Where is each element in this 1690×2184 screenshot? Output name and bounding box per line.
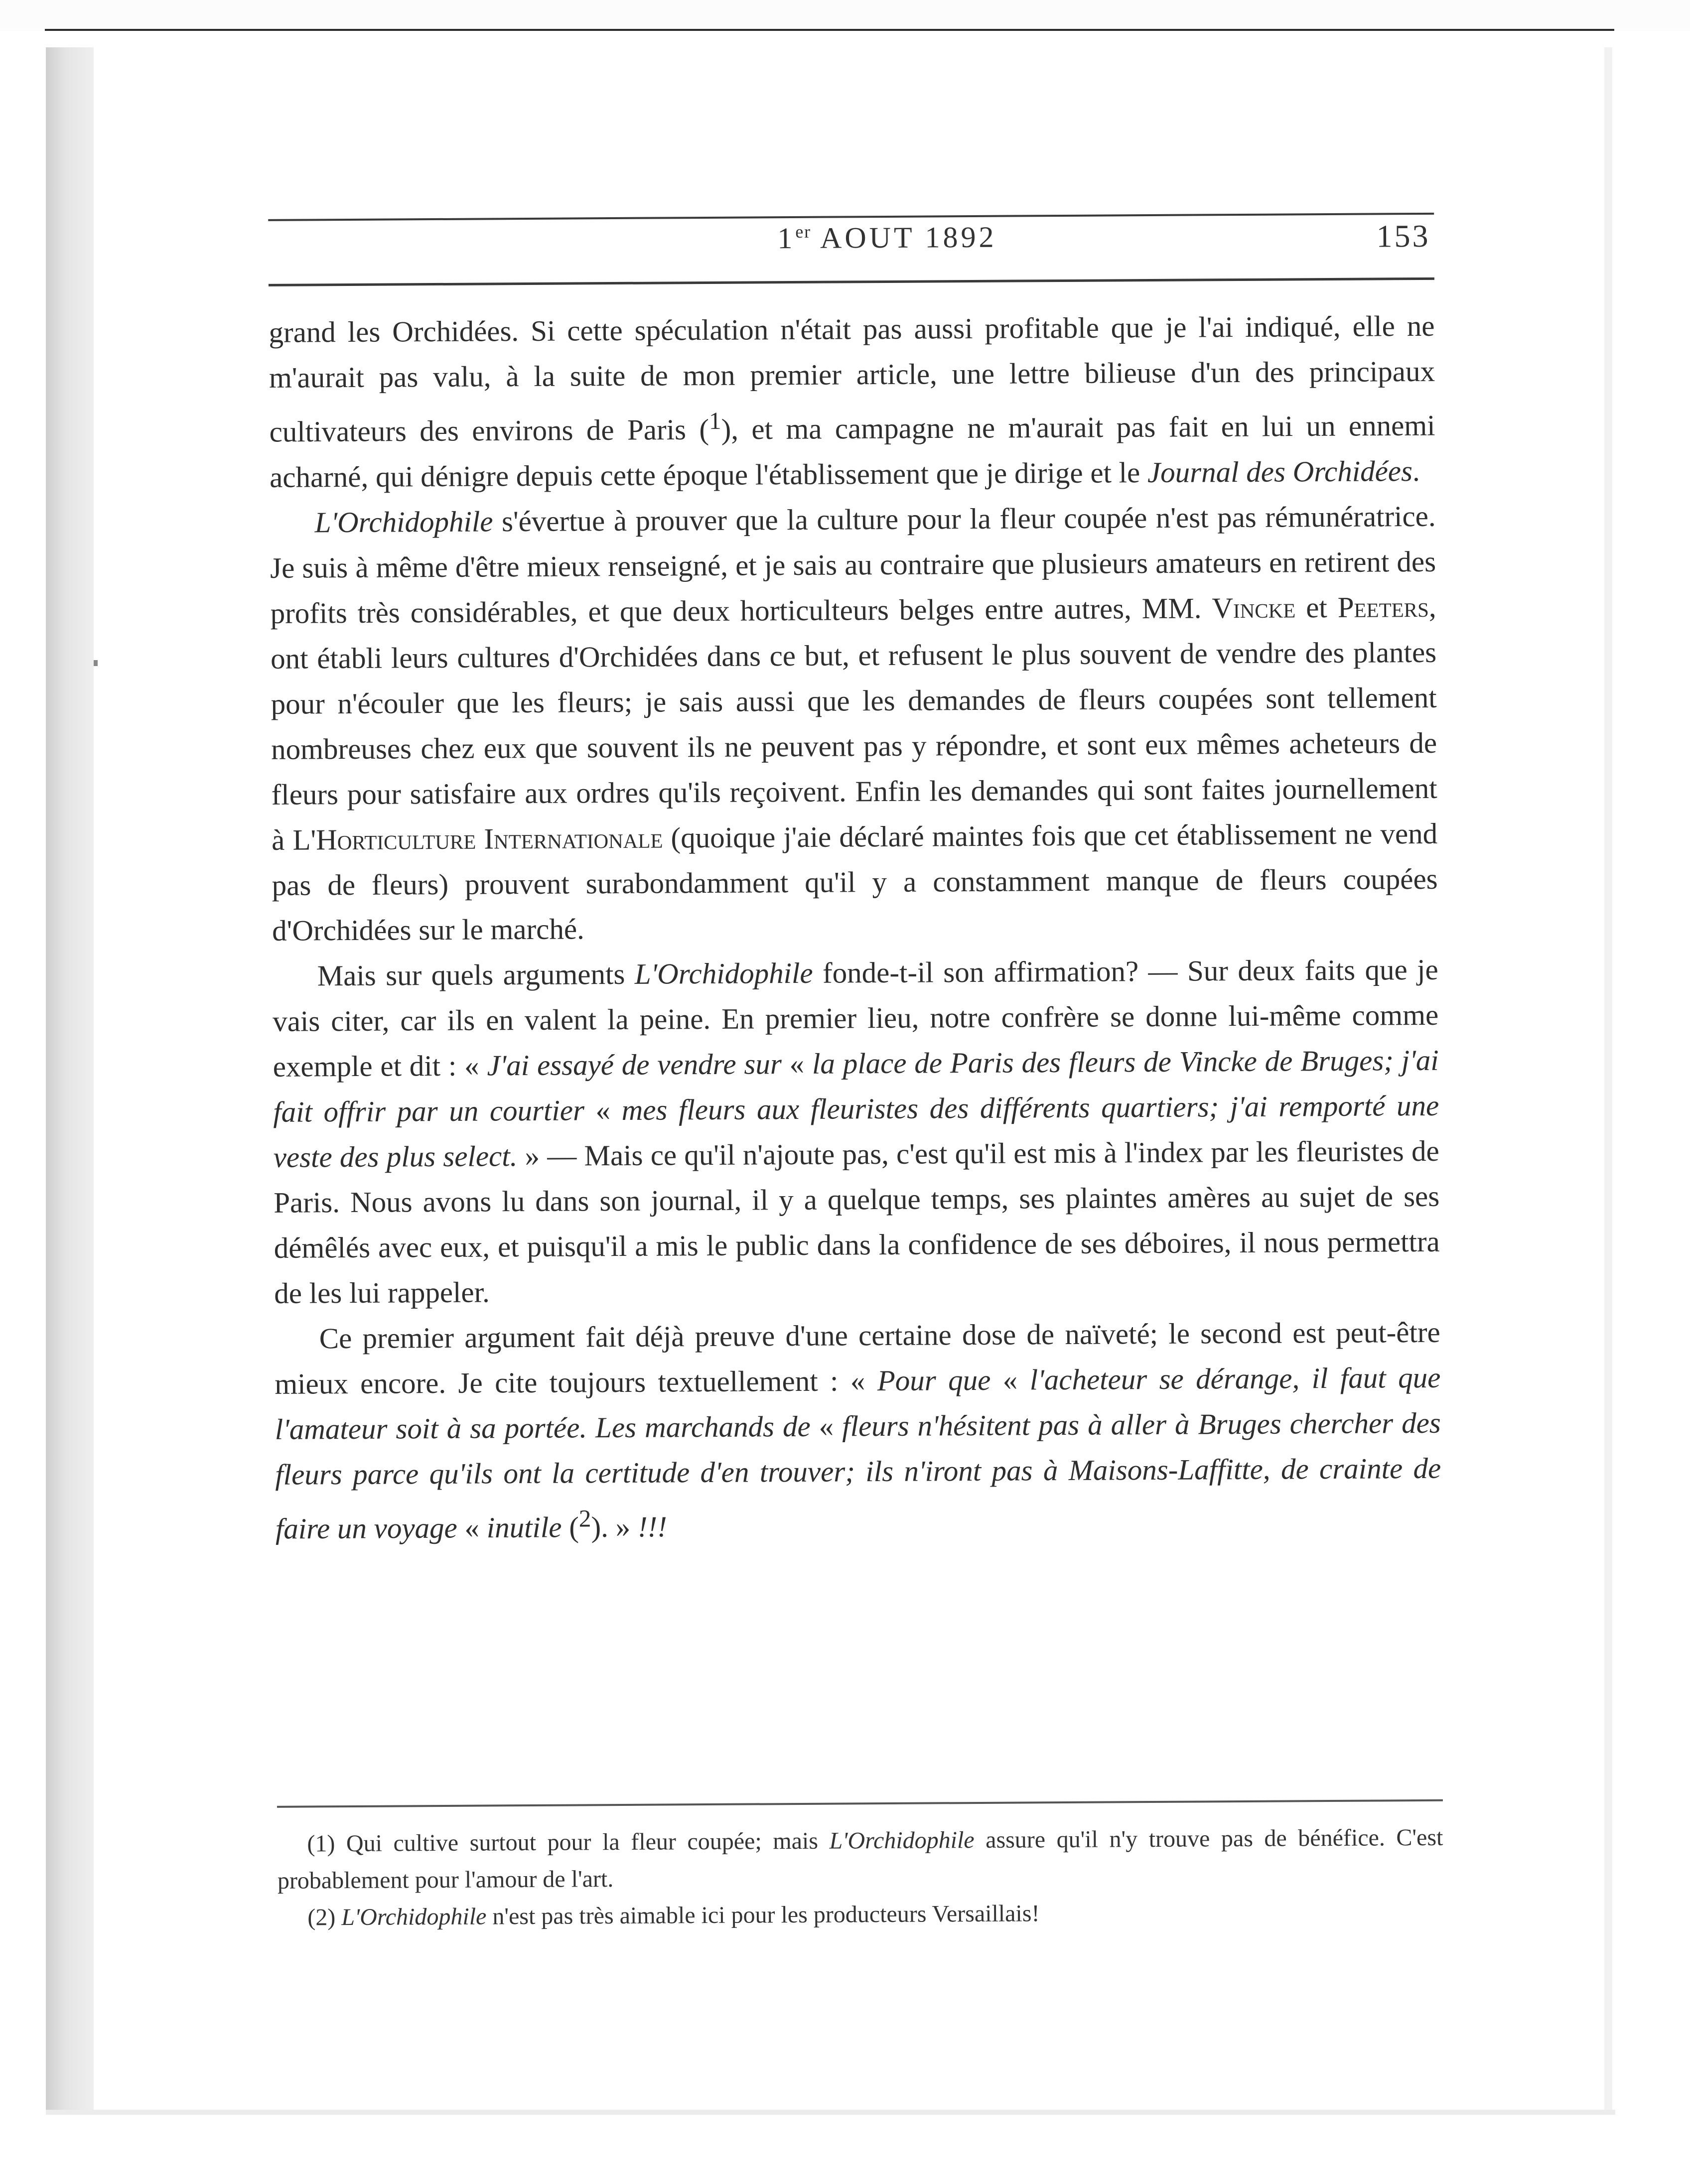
text-run: ). » [591,1510,638,1543]
publication-name: L'Orchidophile [341,1903,487,1931]
quote-mark: « [584,1093,622,1127]
quote-mark: « [810,1409,843,1443]
publication-name: L'Orchidophile [829,1827,975,1854]
paragraph-4 [275,1309,1442,1551]
date-ordinal-suffix: er [795,221,812,242]
text-run: » — Mais ce qu'il n'ajoute pas, c'est qu'il est mis à l'index par les fleuristes de Paris. Nous avons lu dans son journal, il y a quelque temps, ses plaintes amères au sujet de ses démêlés avec eux, et puisqu'il a mis le public dans la confidence de ses déboires, il nous permettra de les lui rappeler. [274,1134,1440,1310]
scan-speck [94,660,98,666]
text-run: fonde-t-il son affirmation? — Sur deux faits que je vais citer, car ils en valent la peine. En premier lieu, notre confrère se donne lui-même comme exemple et dit : « [273,953,1439,1083]
quotation: Pour que [877,1363,991,1397]
quotation: la place de Paris des fleurs de Vincke de Bruges; j'ai fait offrir par un courtier [273,1043,1439,1128]
text-run: (1) Qui cultive surtout pour la fleur coupée; mais [307,1827,830,1857]
scan-top-edge-line [45,29,1614,31]
publication-name: L'Orchidophile [634,956,813,990]
person-name: Peeters [1337,590,1429,624]
date-month-year: AOUT 1892 [820,220,997,255]
paragraph-1 [269,303,1435,500]
running-head [737,220,1036,256]
text-run: (quoique j'aie déclaré maintes fois que cet établissement ne vend pas de fleurs) prouvent surabondamment qu'il y a constamment manque de fleurs coupées d'Orchidées sur le marché. [272,817,1438,947]
quotation: l'acheteur se dérange, il faut que l'amateur soit à sa portée. Les marchands de [275,1361,1441,1446]
text-run: n'est pas très aimable ici pour les producteurs Versaillais! [486,1900,1040,1930]
text-run: Ce premier argument fait déjà preuve d'une certaine dose de naïveté; le second est peut-être mieux encore. Je cite toujours textuellement : « [275,1315,1440,1400]
quotation: inutile [486,1510,562,1544]
exclamation: !!! [637,1509,667,1543]
text-run: . [1412,454,1420,487]
scan-bottom-edge [46,2110,1615,2115]
quote-mark: « [781,1047,813,1080]
header-rule-bottom [269,277,1434,286]
text-run: assure qu'il n'y trouve pas de bénéfice. C'est probablement pour l'amour de l'art. [277,1824,1443,1894]
text-run: s'évertue à prouver que la culture pour la fleur coupée n'est pas rémunératrice. Je suis à même d'être mieux renseigné, et je sais au contraire que plusieurs amateurs en retirent des profits très considérables, et que deux horticulteurs belges entre autres, MM. [270,499,1436,630]
text-run: (2) [307,1904,342,1931]
text-run: , ont établi leurs cultures d'Orchidées dans ce but, et refusent le plus souvent de vendre des plantes pour n'écouler que les fleurs; je sais aussi que les demandes de fleurs coupées sont tellement nombreuses chez eux que souvent ils ne peuvent pas y répondre, et sont eux mêmes acheteurs de fleurs pour satisfaire aux ordres qu'ils reçoivent. Enfin les demandes qui sont faites journellement à [270,590,1437,856]
quotation: fleurs n'hésitent pas à aller à Bruges chercher des fleurs parce qu'ils ont la certitude d'en trouver; ils n'iront pas à Maisons-Laffitte, de crainte de faire un voyage [275,1406,1441,1545]
scan-top-margin [0,0,1690,31]
body-text [269,303,1441,1551]
paragraph-3 [272,947,1440,1316]
quote-mark: « [990,1363,1030,1396]
quotation: J'ai essayé de vendre sur [487,1047,782,1082]
footnote-ref-1: 1 [708,407,721,434]
footnote-2 [278,1893,1443,1936]
text-run: ( [562,1510,579,1543]
page-number: 153 [1376,218,1430,254]
text-run: et [1295,590,1338,624]
footnote-1 [277,1819,1443,1900]
journal-title: Journal des Orchidées [1147,454,1413,489]
publication-name: L'Orchidophile [314,505,493,539]
footnote-rule [277,1799,1443,1808]
footnotes [277,1819,1443,1936]
printed-page [259,193,1470,2013]
scan-right-edge [1604,47,1612,2110]
paragraph-2 [270,493,1438,953]
text-run: grand les Orchidées. Si cette spéculation n'était pas aussi profitable que je l'ai indiqué, elle ne m'aurait pas valu, à la suite de mon premier article, une lettre bilieuse d'un des principaux cultivateurs des environs de Paris ( [269,309,1435,448]
quote-mark: « [457,1510,487,1544]
quotation: mes fleurs aux fleuristes des différents quartiers; j'ai remporté une veste des plus select. [273,1089,1439,1174]
text-run: Mais sur quels arguments [317,957,635,992]
footnote-ref-2: 2 [578,1504,591,1532]
person-name: Vincke [1212,591,1296,624]
company-name: L'Horticulture Internationale [292,821,663,856]
header-rule-top [268,213,1434,221]
scan-binding-edge [46,47,94,2115]
text-run: ), et ma campagne ne m'aurait pas fait en lui un ennemi acharné, qui dénigre depuis cette époque l'établissement que je dirige et le [269,409,1435,494]
date-ordinal: 1 [777,221,796,255]
